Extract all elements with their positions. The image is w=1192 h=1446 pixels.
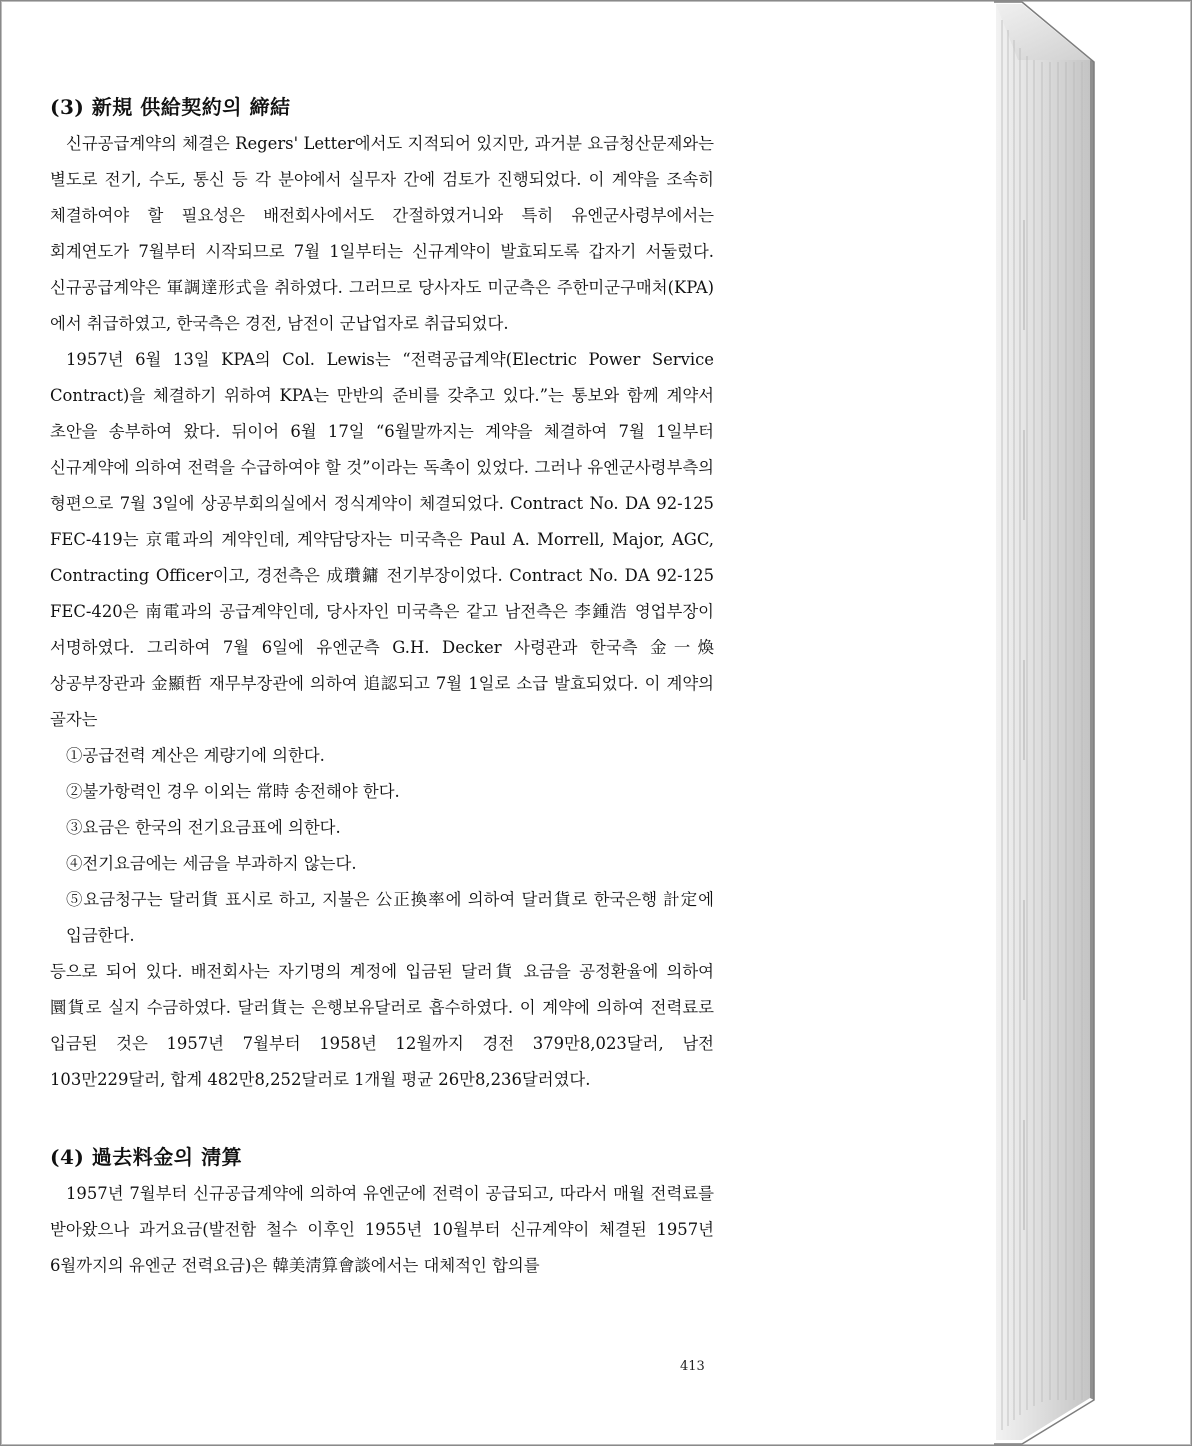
paragraph: 1957년 7월부터 신규공급계약에 의하여 유엔군에 전력이 공급되고, 따라서 매월 전력료를 받아왔으나 과거요금(발전함 철수 이후인 1955년 10월부터 신규계약이 체결된 1957년 6월까지의 유엔군 전력요금)은 韓美淸算會談에서는 대체적인 합의를 (50, 1184, 714, 1275)
list-item: ③요금은 한국의 전기요금표에 의한다. (66, 818, 341, 837)
page-number: 413 (680, 1359, 705, 1374)
list-item: ①공급전력 계산은 계량기에 의한다. (66, 746, 325, 765)
document-page (4, 4, 996, 1442)
paragraph: 신규공급계약의 체결은 Regers' Letter에서도 지적되어 있지만, 과거분 요금청산문제와는 별도로 전기, 수도, 통신 등 각 분야에서 실무자 간에 검토가 진행되었다. 이 계약을 조속히 체결하여야 할 필요성은 배전회사에서도 간절하였거니와 특히 유엔군사령부에서는 회계연도가 7월부터 시작되므로 7월 1일부터는 신규계약이 발효되도록 갑자기 서둘렀다. 신규공급계약은 軍調達形式을 취하였다. 그러므로 당사자도 미군측은 주한미군구매처(KPA)에서 취급하였고, 한국측은 경전, 남전이 군납업자로 취급되었다. (50, 134, 714, 333)
section-heading-3: (3) 新規 供給契約의 締結 (50, 95, 291, 119)
section-heading-4: (4) 過去料金의 淸算 (50, 1145, 243, 1169)
paragraph: 1957년 6월 13일 KPA의 Col. Lewis는 “전력공급계약(Electric Power Service Contract)을 체결하기 위하여 KPA는 만반의 준비를 갖추고 있다.”는 통보와 함께 계약서 초안을 송부하여 왔다. 뒤이어 6월 17일 “6월말까지는 계약을 체결하여 7월 1일부터 신규계약에 의하여 전력을 수급하여야 할 것”이라는 독촉이 있었다. 그러나 유엔군사령부측의 형편으로 7월 3일에 상공부회의실에서 정식계약이 체결되었다. Contract No. DA 92-125 FEC-419는 京電과의 계약인데, 계약담당자는 미국측은 Paul A. Morrell, Major, AGC, Contracting Officer이고, 경전측은 成瓚鏞 전기부장이었다. Contract No. DA 92-125 FEC-420은 南電과의 공급계약인데, 당사자인 미국측은 같고 남전측은 李鍾浩 영업부장이 서명하였다. 그리하여 7월 6일에 유엔군측 G.H. Decker 사령관과 한국측 金一煥 상공부장관과 金顯哲 재무부장관에 의하여 追認되고 7월 1일로 소급 발효되었다. 이 계약의 골자는 (50, 350, 714, 729)
list-item: ⑤요금청구는 달러貨 표시로 하고, 지불은 公正換率에 의하여 달러貨로 한국은행 計定에 입금한다. (66, 890, 714, 945)
page-content (50, 92, 714, 1284)
list-item: ④전기요금에는 세금을 부과하지 않는다. (66, 854, 357, 873)
book-edge-stack (994, 0, 1192, 1446)
paragraph: 등으로 되어 있다. 배전회사는 자기명의 계정에 입금된 달러貨 요금을 공정환율에 의하여 圜貨로 실지 수금하였다. 달러貨는 은행보유달러로 흡수하였다. 이 계약에 의하여 전력료로 입금된 것은 1957년 7월부터 1958년 12월까지 경전 379만8,023달러, 남전 103만229달러, 합계 482만8,252달러로 1개월 평균 26만8,236달러였다. (50, 962, 714, 1089)
list-item: ②불가항력인 경우 이외는 常時 송전해야 한다. (66, 782, 400, 801)
